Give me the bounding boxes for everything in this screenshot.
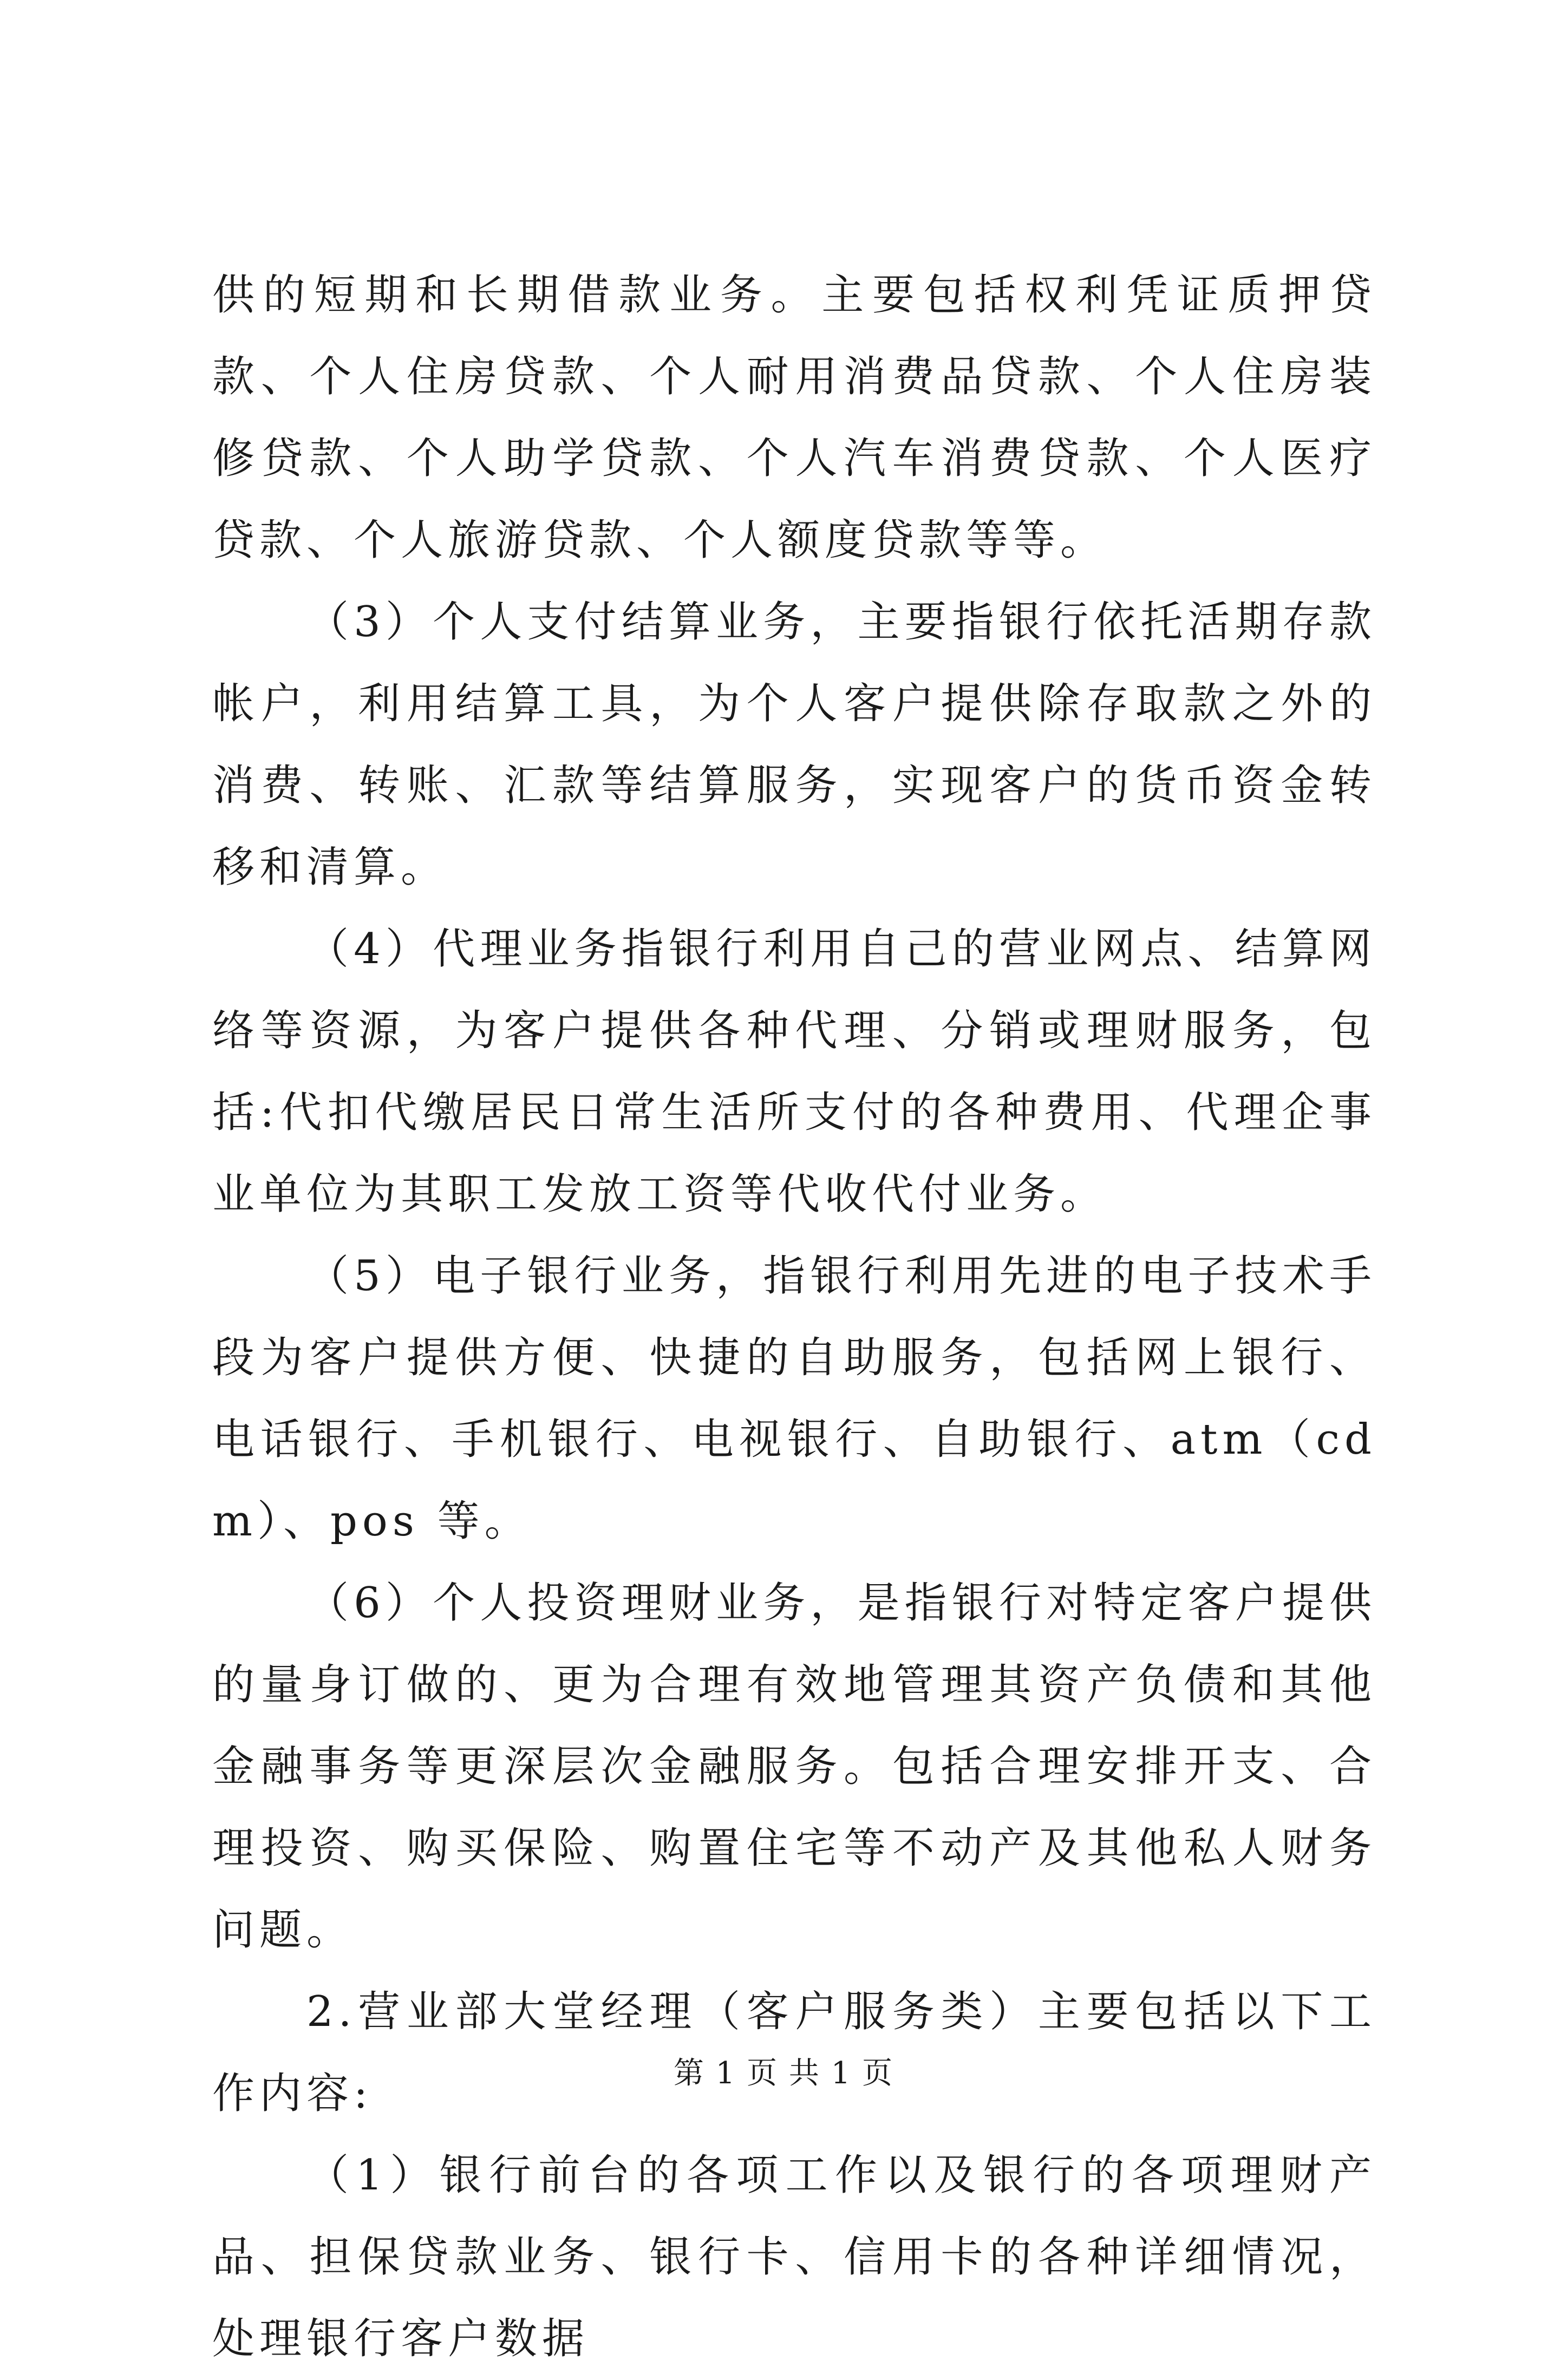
- page-footer: 第 1 页 共 1 页: [673, 2056, 894, 2091]
- paragraph-7: （1）银行前台的各项工作以及银行的各项理财产品、担保贷款业务、银行卡、信用卡的各种详细情况，处理银行客户数据: [212, 2151, 1376, 2363]
- paragraph-4: （5）电子银行业务，指银行利用先进的电子技术手段为客户提供方便、快捷的自助服务，包括网上银行、电话银行、手机银行、电视银行、自助银行、atm（cdm）、pos 等。: [212, 1252, 1376, 1546]
- paragraph-3: （4）代理业务指银行利用自己的营业网点、结算网络等资源，为客户提供各种代理、分销或理财服务，包括:代扣代缴居民日常生活所支付的各种费用、代理企事业单位为其职工发放工资等代收代付业务。: [212, 925, 1376, 1219]
- paragraph-6: 2.营业部大堂经理（客户服务类）主要包括以下工作内容:: [212, 1987, 1376, 2118]
- paragraph-1: 供的短期和长期借款业务。主要包括权利凭证质押贷款、个人住房贷款、个人耐用消费品贷款、个人住房装修贷款、个人助学贷款、个人汽车消费贷款、个人医疗贷款、个人旅游贷款、个人额度贷款等等。: [212, 271, 1376, 565]
- paragraph-2: （3）个人支付结算业务，主要指银行依托活期存款帐户，利用结算工具，为个人客户提供除存取款之外的消费、转账、汇款等结算服务，实现客户的货币资金转移和清算。: [212, 598, 1376, 892]
- paragraph-5: （6）个人投资理财业务，是指银行对特定客户提供的量身订做的、更为合理有效地管理其资产负债和其他金融事务等更深层次金融服务。包括合理安排开支、合理投资、购买保险、购置住宅等不动产及其他私人财务问题。: [212, 1579, 1376, 1954]
